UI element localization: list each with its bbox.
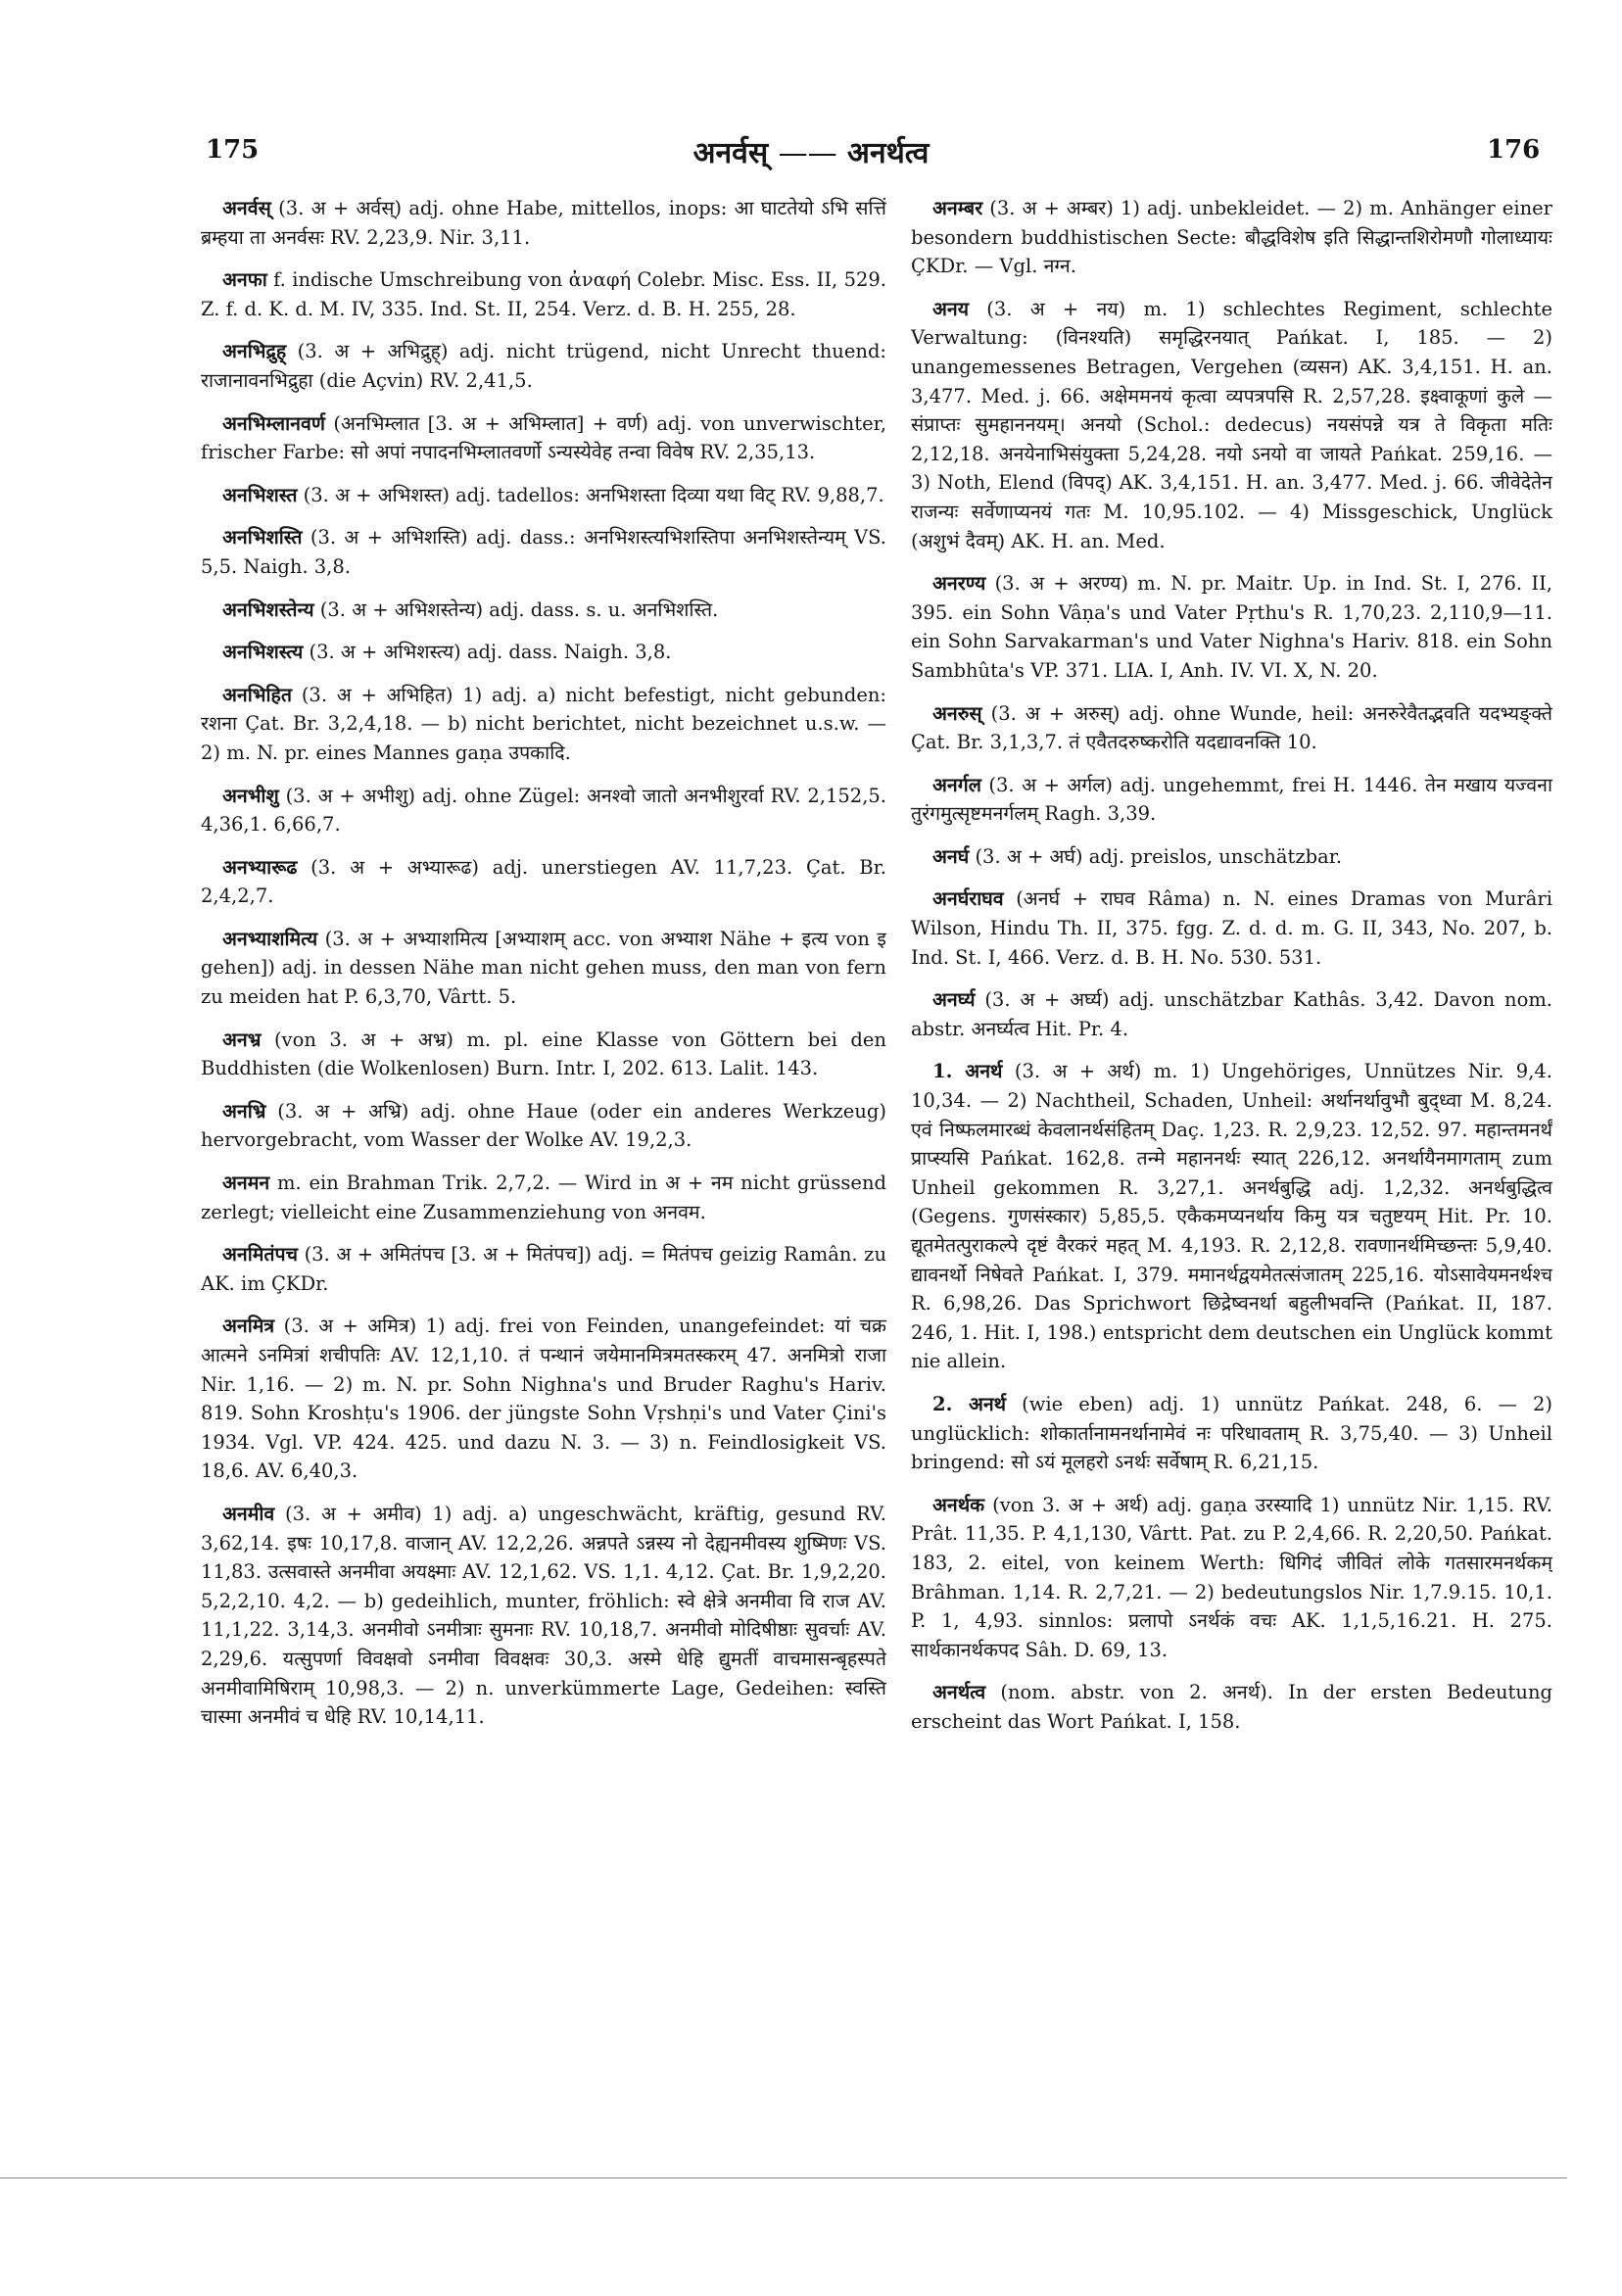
entry-body: (अनभिम्लात [3. अ + अभिम्लात] + वर्ण) adj. von unverwischter, frischer Farbe: सो अपां नपादनभिम्लातवर्णो ऽन्यस्येवेह तन्वा विवेष RV. 2,35,13. (201, 411, 886, 464)
dictionary-entry (201, 638, 886, 667)
entry-headword: अनभ्याशमित्य (222, 927, 318, 950)
entry-headword: अनमित्र (222, 1315, 275, 1338)
dictionary-entry (201, 1026, 886, 1083)
entry-body: (nom. abstr. von 2. अनर्थ). In der ersten Bedeutung erscheint das Wort Pańkat. I, 158. (911, 1681, 1552, 1733)
entry-headword: अनभीशु (222, 784, 279, 807)
entry-body: (3. अ + अभ्रि) adj. ohne Haue (oder ein anderes Werkzeug) hervorgebracht, vom Wasser der Wolke AV. 19,2,3. (201, 1099, 886, 1152)
entry-body: (3. अ + अभिशस्त्य) adj. dass. Naigh. 3,8. (309, 641, 672, 664)
dictionary-entry (201, 409, 886, 467)
entry-headword: अनमितंपच (222, 1243, 299, 1267)
entry-headword: अनर्घ्य (932, 988, 976, 1012)
entry-body: m. ein Brahman Trik. 2,7,2. — Wird in अ + नम nicht grüssend zerlegt; vielleicht eine Zusammenziehung von अनवम. (201, 1172, 886, 1223)
entry-body: (3. अ + अभिशस्ति) adj. dass.: अनभिशस्त्यभिशस्तिपा अनभिशस्तेन्यम् VS. 5,5. Naigh. 3,8. (201, 526, 886, 578)
dictionary-entry (201, 523, 886, 581)
entry-headword: अनभ्यारूढ (222, 855, 298, 879)
entry-headword: अनभिशस्त्य (222, 641, 304, 664)
dictionary-entry (911, 1491, 1552, 1665)
entry-headword: अनर्घ (932, 844, 970, 868)
entry-headword: अनरण्य (932, 572, 986, 596)
entry-body: (3. अ + अम्बर) 1) adj. unbekleidet. — 2) m. Anhänger einer besondern buddhistischen Secte: बौद्धविशेष इति सिद्धान्तशिरोमणौ गोलाध्यायः ÇKDr. — Vgl. नग्न. (911, 197, 1552, 278)
entry-headword: अनर्घराघव (932, 887, 1004, 911)
dictionary-entry (201, 681, 886, 768)
entry-headword: अनभिम्लानवर्ण (222, 411, 325, 435)
entry-body: (3. अ + अभिशस्त) adj. tadellos: अनभिशस्ता दिव्या यथा विट् RV. 9,88,7. (303, 483, 884, 506)
dictionary-entry (911, 1057, 1552, 1376)
dictionary-entry (201, 1312, 886, 1486)
entry-body: (3. अ + अमितंपच [3. अ + मितंपच]) adj. = मितंपच geizig Ramân. zu AK. im ÇKDr. (201, 1243, 886, 1295)
entry-headword: अनम्बर (932, 197, 983, 219)
dictionary-entry (201, 925, 886, 1012)
running-head (0, 131, 1622, 171)
footer-rule (0, 2177, 1567, 2178)
running-head-left: अनर्वस् (692, 136, 769, 170)
entry-body: f. indische Umschreibung von ἀναφή Colebr. Misc. Ess. II, 529. Z. f. d. K. d. M. IV, 335. Ind. St. II, 254. Verz. d. B. H. 255, 28. (201, 268, 886, 320)
entry-body: (3. अ + अर्वस्) adj. ohne Habe, mittellos, inops: आ घाटतेयो ऽभि सत्तिं ब्रम्हया ता अनर्वसः RV. 2,23,9. Nir. 3,11. (201, 197, 886, 249)
dictionary-entry (201, 481, 886, 510)
entry-body: (3. अ + अरुस्) adj. ohne Wunde, heil: अनरुरेवैतद्भवति यदभ्यङ्क्ते Çat. Br. 3,1,3,7. तं एवैतदरुष्करोति यदद्यावनक्ति 10. (911, 701, 1552, 754)
entry-headword: अनभिशस्त (222, 483, 298, 506)
dictionary-entry (201, 1240, 886, 1298)
entry-headword: अनफा (222, 268, 267, 292)
entry-headword: अनमन (222, 1172, 270, 1195)
dictionary-entry (911, 1678, 1552, 1736)
entry-headword: अनभ्र (222, 1028, 262, 1051)
dictionary-entry (911, 569, 1552, 685)
running-head-right: अनर्थत्व (847, 136, 930, 170)
entry-body: (3. अ + अर्घ्य) adj. unschätzbar Kathâs. 3,42. Davon nom. abstr. अनर्घ्यत्व Hit. Pr. 4. (911, 988, 1552, 1040)
dictionary-entry (911, 699, 1552, 757)
entry-body: (3. अ + अरण्य) m. N. pr. Maitr. Up. in Ind. St. I, 276. II, 395. ein Sohn Vâṇa's und Vater Pṛthu's R. 1,70,23. 2,110,9—11. ein Sohn Sarvakarman's und Vater Nighna's Hariv. 818. ein Sohn Sambhûta's VP. 371. LIA. I, Anh. IV. VI. X, N. 20. (911, 572, 1552, 682)
entry-headword: अनय (932, 297, 970, 320)
dictionary-entry (201, 853, 886, 911)
dictionary-entry (911, 985, 1552, 1043)
entry-body: (3. अ + अभिशस्तेन्य) adj. dass. s. u. अनभिशस्ति. (319, 598, 719, 621)
entry-headword: अनमीव (222, 1502, 275, 1525)
entry-body: (von 3. अ + अभ्र) m. pl. eine Klasse von Göttern bei den Buddhisten (die Wolkenlosen) Burn. Intr. I, 202. 613. Lalit. 143. (201, 1028, 886, 1080)
entry-headword: अनभिहित (222, 683, 292, 706)
dictionary-entry (911, 295, 1552, 555)
running-head-dash: —— (778, 136, 837, 170)
entry-body: (3. अ + अभ्याशमित्य [अभ्याशम् acc. von अभ्याश Nähe + इत्य von इ gehen]) adj. in dessen Nähe man nicht gehen muss, den man von fern zu meiden hat P. 6,3,70, Vârtt. 5. (201, 927, 886, 1009)
entry-headword: अनर्थत्व (932, 1681, 986, 1704)
entry-body: (3. अ + नय) m. 1) schlechtes Regiment, schlechte Verwaltung: (विनश्यति) समृद्धिरनयात् Pańkat. I, 185. — 2) unangemessenes Betragen, Vergehen (व्यसन) AK. 3,4,151. H. an. 3,477. Med. j. 66. अक्षेममनयं कृत्वा व्यपत्रपसि R. 2,57,28. इक्ष्वाकूणां कुले — संप्राप्तः सुमहाननयम्। अनयो (Schol.: dedecus) नयसंपन्ने यत्र ते विकृता मतिः 2,12,18. अनयेनाभिसंयुक्ता 5,24,28. नयो ऽनयो वा जायते Pańkat. 259,16. — 3) Noth, Elend (विपद्) AK. 3,4,151. H. an. 3,477. Med. j. 66. जीवेदेतेन राजन्यः सर्वेणाप्यनयं गतः M. 10,95.102. — 4) Missgeschick, Unglück (अशुभं दैवम्) AK. H. an. Med. (911, 297, 1552, 552)
dictionary-entry (201, 1500, 886, 1732)
entry-headword: 2. अनर्थ (932, 1392, 1007, 1415)
dictionary-entry (201, 1097, 886, 1155)
page-number-right: 176 (1487, 135, 1541, 165)
entry-body: (3. अ + अर्घ) adj. preislos, unschätzbar. (975, 844, 1343, 868)
dictionary-entry (201, 782, 886, 839)
entry-headword: अनभिशस्तेन्य (222, 598, 314, 621)
entry-headword: अनभिशस्ति (222, 526, 303, 550)
entry-body: (3. अ + अमित्र) 1) adj. frei von Feinden, unangefeindet: यां चक्र आत्मने ऽनमित्रां शचीपतिः AV. 12,1,10. तं पन्थानं जयेमानमित्रमतस्करम् 47. अनमित्रो राजा Nir. 1,16. — 2) m. N. pr. Sohn Nighna's und Bruder Raghu's Hariv. 819. Sohn Kroshṭu's 1906. der jüngste Sohn Vṛshṇi's und Vater Çini's 1934. Vgl. VP. 424. 425. und dazu N. 3. — 3) n. Feindlosigkeit VS. 18,6. AV. 6,40,3. (201, 1315, 886, 1483)
entry-body: (3. अ + अभिद्रुह्) adj. nicht trügend, nicht Unrecht thuend: राजानावनभिद्रुहा (die Açvin) RV. 2,41,5. (201, 340, 886, 392)
dictionary-entry (201, 194, 886, 252)
entry-headword: अनर्गल (932, 773, 981, 796)
dictionary-entry (201, 337, 886, 395)
entry-body: (von 3. अ + अर्थ) adj. gaṇa उरस्यादि 1) unnütz Nir. 1,15. RV. Prât. 11,35. P. 4,1,130, Vârtt. Pat. zu P. 2,4,66. R. 2,20,50. Pańkat. 183, 2. eitel, von keinem Werth: धिगिदं जीवितं लोके गतसारमनर्थकम् Brâhman. 1,14. R. 2,7,21. — 2) bedeutungslos Nir. 1,7.9.15. 10,1. P. 1, 4,93. sinnlos: प्रलापो ऽनर्थकं वचः AK. 1,1,5,16.21. H. 275. सार्थकानर्थकपद Sâh. D. 69, 13. (911, 1493, 1552, 1661)
dictionary-entry (911, 885, 1552, 972)
entry-headword: अनरुस् (932, 701, 982, 725)
dictionary-entry (911, 771, 1552, 829)
entry-headword: 1. अनर्थ (932, 1060, 1003, 1083)
page-header (0, 0, 1622, 196)
entry-body: (3. अ + अभ्यारूढ) adj. unerstiegen AV. 11,7,23. Çat. Br. 2,4,2,7. (201, 855, 886, 908)
entry-headword: अनर्वस् (222, 197, 271, 219)
entry-body: (3. अ + अर्थ) m. 1) Ungehöriges, Unnützes Nir. 9,4. 10,34. — 2) Nachtheil, Schaden, Unheil: अर्थानर्थावुभौ बुद्ध्वा M. 8,24. एवं निष्फलमारब्धं केवलानर्थसंहितम् Daç. 1,23. R. 2,9,23. 12,52. 97. महान्तमनर्थं प्राप्स्यसि Pańkat. 162,8. तन्मे महाननर्थः स्यात् 226,12. अनर्थायैनमागताम् zum Unheil gekommen R. 3,27,1. अनर्थबुद्धि adj. 1,2,32. अनर्थबुद्धित्व (Gegens. गुणसंस्कार) 5,85,5. एकैकमप्यनर्थाय किमु यत्र चतुष्टयम् Hit. Pr. 10. द्यूतमेतत्पुराकल्पे दृष्टं वैरकरं महत् M. 4,193. R. 2,12,8. रावणानर्थमिच्छन्तः 5,9,40. द्यावनर्थो निषेवते Pańkat. I, 379. ममानर्थद्वयमेतत्संजातम् 225,16. योऽसावेयमनर्थश्च R. 6,98,26. Das Sprichwort छिद्रेष्वनर्था बहुलीभवन्ति (Pańkat. II, 187. 246, 1. Hit. I, 198.) entspricht dem deutschen ein Unglück kommt nie allein. (911, 1060, 1552, 1373)
dictionary-entry (201, 265, 886, 323)
dictionary-entry (911, 194, 1552, 281)
dictionary-entry (201, 1169, 886, 1226)
entry-body: (wie eben) adj. 1) unnütz Pańkat. 248, 6. — 2) unglücklich: शोकार्तानामनर्थानामेवं नः परिधावताम् R. 3,75,40. — 3) Unheil bringend: सो ऽयं मूलहरो ऽनर्थः सर्वेषाम् R. 6,21,15. (911, 1392, 1552, 1474)
page-number-left: 175 (206, 135, 260, 165)
entry-body: (3. अ + अर्गल) adj. ungehemmt, frei H. 1446. तेन मखाय यज्वना तुरंगमुत्सृष्टमनर्गलम् Ragh. 3,39. (911, 773, 1552, 826)
entry-body: (3. अ + अभिहित) 1) adj. a) nicht befestigt, nicht gebunden: रशना Çat. Br. 3,2,4,18. — b) nicht berichtet, nicht bezeichnet u.s.w. — 2) m. N. pr. eines Mannes gaṇa उपकादि. (201, 683, 886, 764)
left-column (201, 194, 886, 2055)
dictionary-entry (911, 842, 1552, 872)
entry-body: (3. अ + अमीव) 1) adj. a) ungeschwächt, kräftig, gesund RV. 3,62,14. इषः 10,17,8. वाजान् AV. 12,2,26. अन्नपते ऽन्नस्य नो देह्यनमीवस्य शुष्मिणः VS. 11,83. उत्सवास्ते अनमीवा अयक्ष्माः AV. 12,1,62. VS. 1,1. 4,12. Çat. Br. 1,9,2,20. 5,2,2,10. 4,2. — b) gedeihlich, munter, fröhlich: स्वे क्षेत्रे अनमीवा वि राज AV. 11,1,22. 3,14,3. अनमीवो ऽनमीत्राः सुमनाः RV. 10,18,7. अनमीवो मोदिषीष्ठाः सुवर्चाः AV. 2,29,6. यत्सुपर्णा विवक्षवो ऽनमीवा विवक्षवः 30,3. अस्मे धेहि द्युमतीं वाचमासन्बृहस्पते अनमीवामिषिराम् 10,98,3. — 2) n. unverkümmerte Lage, Gedeihen: स्वस्ति चास्मा अनमीवं च धेहि RV. 10,14,11. (201, 1502, 886, 1729)
entry-headword: अनर्थक (932, 1493, 985, 1516)
entry-headword: अनभ्रि (222, 1099, 266, 1123)
entry-headword: अनभिद्रुह् (222, 340, 287, 363)
entry-body: (अनर्घ + राघव Râma) n. N. eines Dramas von Murâri Wilson, Hindu Th. II, 375. fgg. Z. d. d. m. G. II, 343, No. 207, b. Ind. St. I, 466. Verz. d. B. H. No. 530. 531. (911, 887, 1552, 969)
dictionary-entry (201, 596, 886, 625)
entry-body: (3. अ + अभीशु) adj. ohne Zügel: अनश्वो जातो अनभीशुरर्वा RV. 2,152,5. 4,36,1. 6,66,7. (201, 784, 886, 837)
dictionary-entry (911, 1390, 1552, 1477)
right-column (911, 194, 1552, 2055)
